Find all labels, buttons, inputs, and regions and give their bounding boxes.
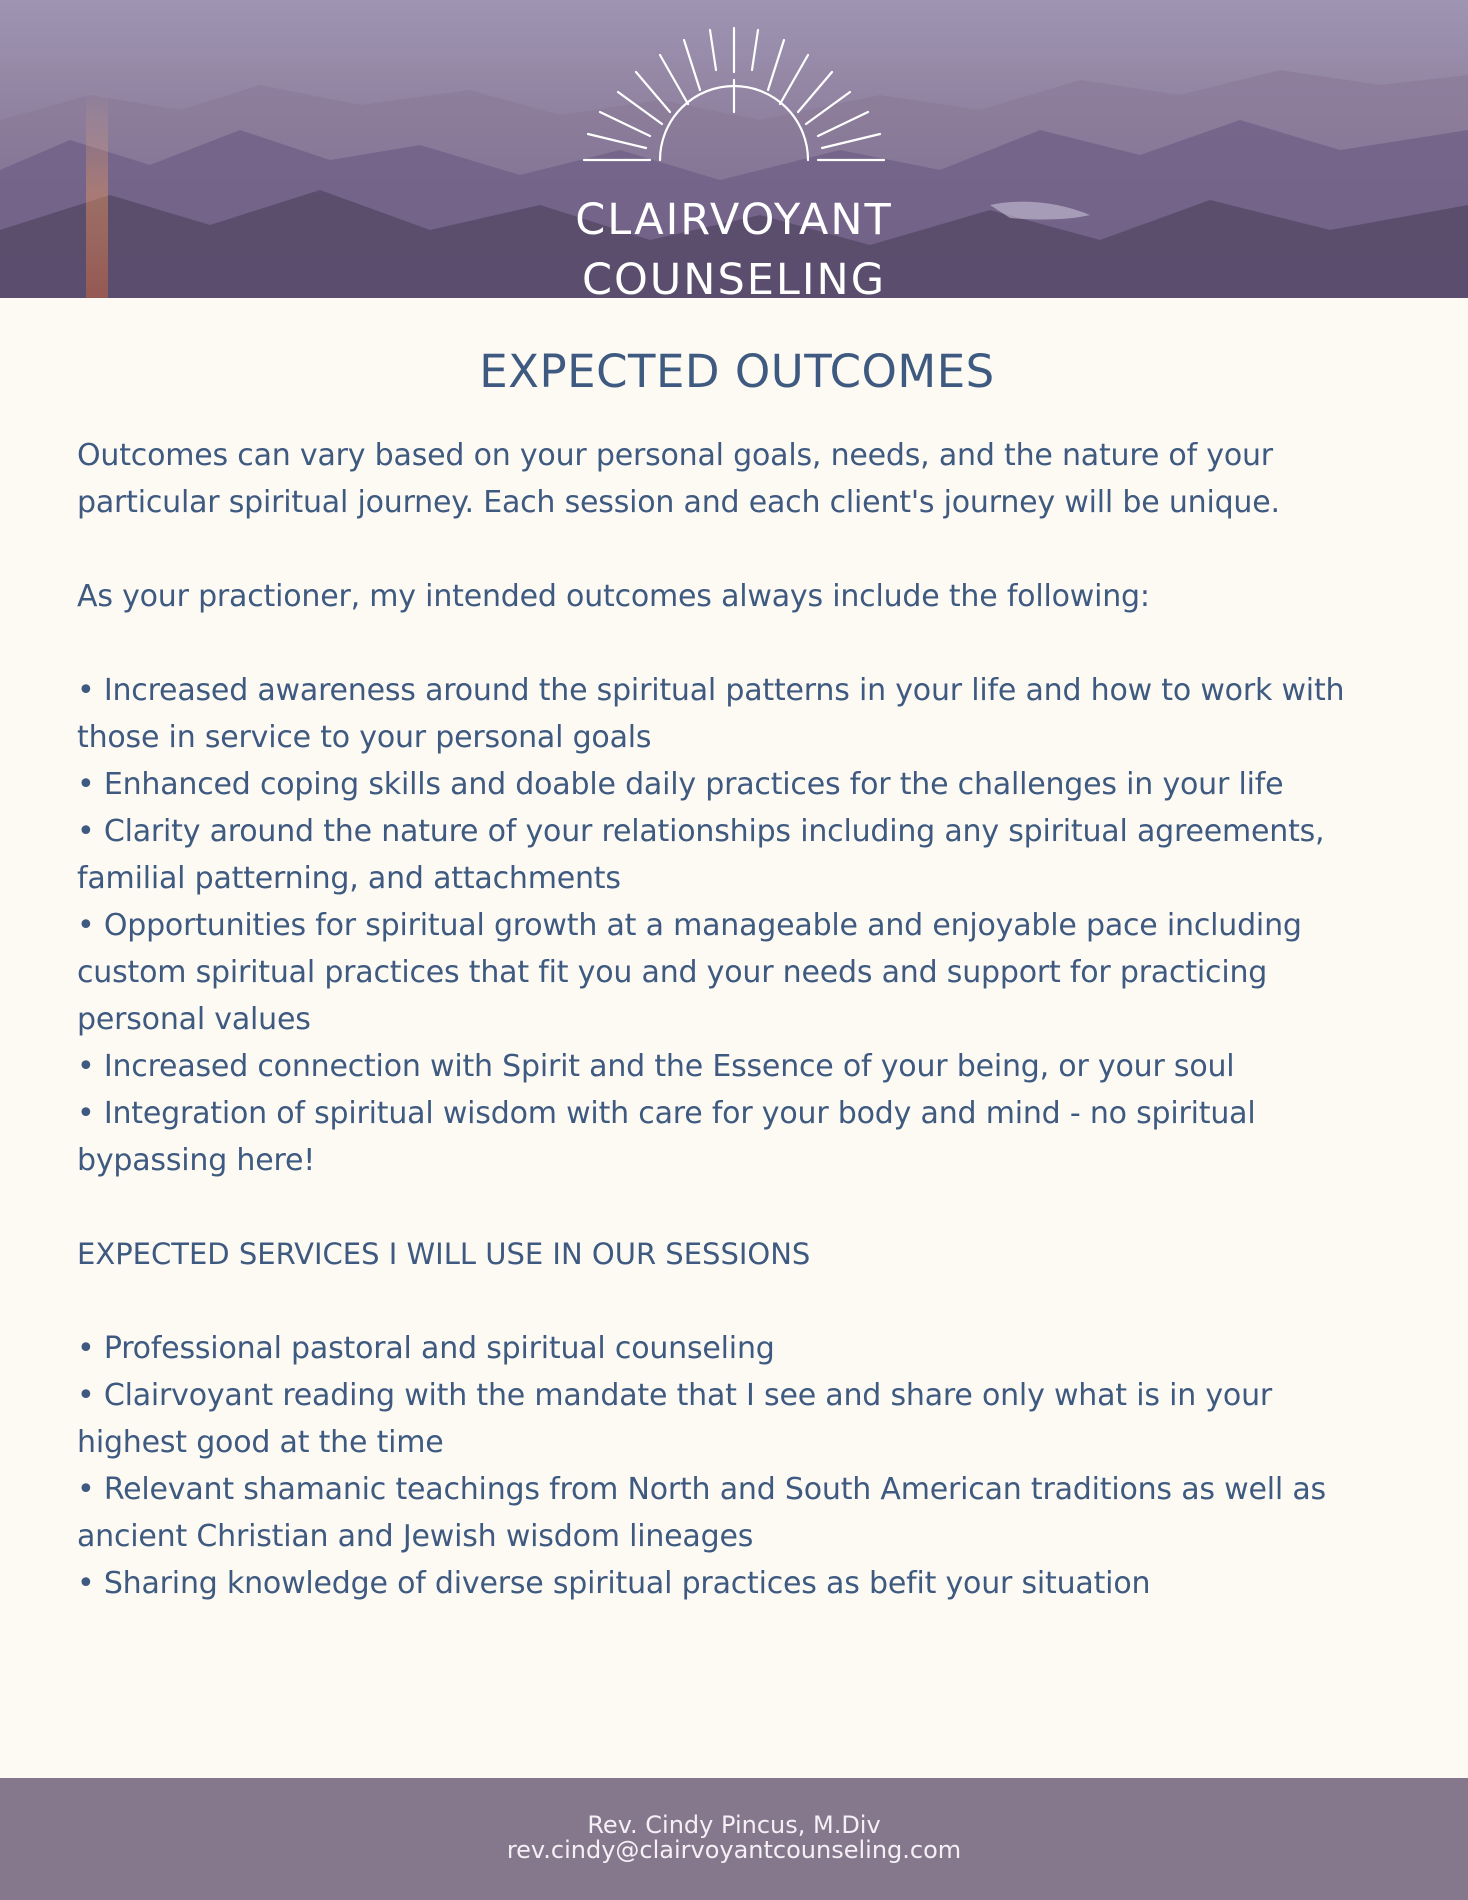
list-item: custom spiritual practices that fit you and your needs and support for practicing	[77, 955, 1268, 990]
page-title: EXPECTED OUTCOMES	[479, 345, 995, 398]
list-item: • Increased connection with Spirit and the Essence of your being, or your soul	[77, 1049, 1235, 1084]
main-content	[77, 345, 1397, 1607]
footer	[0, 1778, 1468, 1900]
list-item: • Relevant shamanic teachings from North and South American traditions as well as	[77, 1472, 1326, 1507]
list-item: • Increased awareness around the spiritual patterns in your life and how to work with	[77, 673, 1345, 708]
logo-line-2: COUNSELING	[581, 255, 887, 298]
list-item: • Professional pastoral and spiritual counseling	[77, 1331, 775, 1366]
services-list	[77, 1325, 1397, 1607]
list-item: • Sharing knowledge of diverse spiritual practices as befit your situation	[77, 1566, 1151, 1601]
list-item: personal values	[77, 1002, 311, 1037]
outcomes-list	[77, 667, 1397, 1184]
logo-line-1: CLAIRVOYANT	[575, 195, 893, 245]
header-banner	[0, 0, 1468, 298]
footer-name: Rev. Cindy Pincus, M.Div	[587, 1811, 881, 1839]
list-item: • Clairvoyant reading with the mandate that I see and share only what is in your	[77, 1378, 1273, 1413]
list-item: highest good at the time	[77, 1425, 444, 1460]
list-item: • Integration of spiritual wisdom with care for your body and mind - no spiritual	[77, 1096, 1256, 1131]
intro-line-1: Outcomes can vary based on your personal goals, needs, and the nature of your	[77, 438, 1273, 473]
intro-line-3: As your practioner, my intended outcomes always include the following:	[77, 579, 1150, 614]
list-item: • Enhanced coping skills and doable daily practices for the challenges in your life	[77, 767, 1284, 802]
list-item: • Opportunities for spiritual growth at a manageable and enjoyable pace including	[77, 908, 1302, 943]
footer-email[interactable]: rev.cindy@clairvoyantcounseling.com	[506, 1836, 962, 1864]
logo	[0, 190, 1468, 298]
list-item: those in service to your personal goals	[77, 720, 652, 755]
list-item: • Clarity around the nature of your relationships including any spiritual agreements,	[77, 814, 1325, 849]
list-item: ancient Christian and Jewish wisdom lineages	[77, 1519, 754, 1554]
list-item: bypassing here!	[77, 1143, 316, 1178]
intro-line-2: particular spiritual journey. Each session and each client's journey will be unique.	[77, 485, 1280, 520]
list-item: familial patterning, and attachments	[77, 861, 621, 896]
services-heading: EXPECTED SERVICES I WILL USE IN OUR SESSIONS	[77, 1237, 811, 1271]
